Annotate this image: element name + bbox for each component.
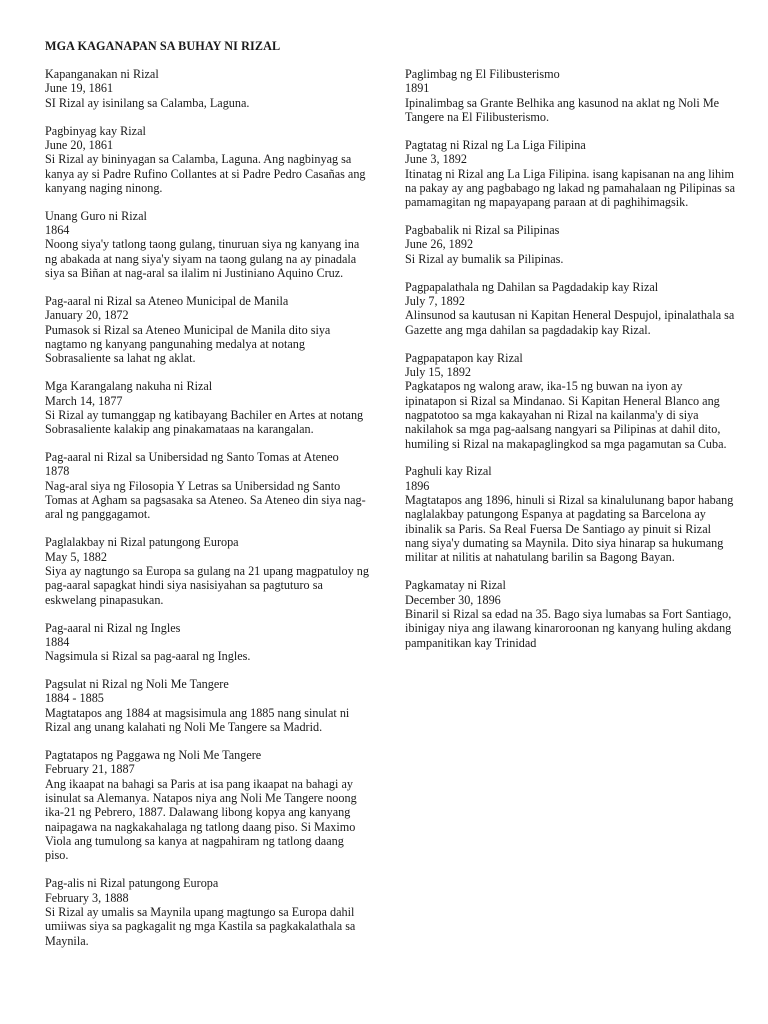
event-date: June 3, 1892 xyxy=(405,152,467,167)
page-title: MGA KAGANAPAN SA BUHAY NI RIZAL xyxy=(45,39,281,53)
event-heading: Pagbinyag kay Rizal xyxy=(45,123,146,138)
event-date: 1884 xyxy=(45,634,70,649)
event-date: 1878 xyxy=(45,464,70,479)
timeline-event xyxy=(405,280,735,337)
event-description: Alinsunod sa kautusan ni Kapitan Heneral Despujol, ipinalathala sa Gazette ang mga dahilan sa pagdadakip kay Rizal. xyxy=(405,308,735,337)
event-date: 1864 xyxy=(45,223,70,238)
timeline-event xyxy=(405,138,735,210)
timeline-event xyxy=(45,294,370,366)
event-date: June 19, 1861 xyxy=(45,81,114,96)
timeline-event xyxy=(405,578,735,650)
timeline-event xyxy=(45,677,370,734)
event-date: 1884 - 1885 xyxy=(45,691,104,706)
right-column xyxy=(405,67,735,664)
event-description: Si Rizal ay tumanggap ng katibayang Bachiler en Artes at notang Sobrasaliente kalakip ang pinakamataas na karangalan. xyxy=(45,407,364,437)
event-description: Siya ay nagtungo sa Europa sa gulang na 21 upang magpatuloy ng pag-aaral sapagkat hindi siya nasisiyahan sa pagtuturo sa eskwelang pinapasukan. xyxy=(45,563,369,607)
event-heading: Paglalakbay ni Rizal patungong Europa xyxy=(45,535,239,550)
event-heading: Kapanganakan ni Rizal xyxy=(45,67,159,81)
event-date: May 5, 1882 xyxy=(45,549,107,564)
event-description: Nag-aral siya ng Filosopia Y Letras sa Unibersidad ng Santo Tomas at Agham sa pagsasaka sa Ateneo. Sa Ateneo din siya nag-aral ng panggagamot. xyxy=(45,478,366,522)
event-heading: Pagpapalathala ng Dahilan sa Pagdadakip kay Rizal xyxy=(405,279,659,294)
event-date: July 15, 1892 xyxy=(405,364,472,379)
event-date: June 26, 1892 xyxy=(405,237,474,252)
left-column xyxy=(45,67,370,961)
event-description: Binaril si Rizal sa edad na 35. Bago siya lumabas sa Fort Santiago, ibinigay niya ang ilawang kinaroroonan ng kanyang huling akdang pampanitikan kay Trinidad xyxy=(405,607,732,650)
event-date: 1896 xyxy=(405,478,430,493)
event-description: Si Rizal ay umalis sa Maynila upang magtungo sa Europa dahil umiiwas siya sa pagkagalit ng mga Kastila sa pagkakalathala sa Maynila. xyxy=(45,904,356,948)
event-description: Pumasok si Rizal sa Ateneo Municipal de Manila dito siya nagtamo ng kanyang pangunahing medalya at notang Sobrasaliente sa lahat ng aklat. xyxy=(45,322,331,366)
event-heading: Unang Guro ni Rizal xyxy=(45,208,147,223)
event-date: June 20, 1861 xyxy=(45,137,114,152)
event-heading: Paghuli kay Rizal xyxy=(405,464,492,479)
timeline-event xyxy=(405,67,735,124)
event-heading: Pagkamatay ni Rizal xyxy=(405,578,506,593)
event-heading: Pagtatapos ng Paggawa ng Noli Me Tangere xyxy=(45,747,262,762)
event-description: Si Rizal ay bumalik sa Pilipinas. xyxy=(405,251,564,266)
event-heading: Pag-aaral ni Rizal sa Unibersidad ng Santo Tomas at Ateneo xyxy=(45,450,339,465)
event-heading: Pagtatag ni Rizal ng La Liga Filipina xyxy=(405,137,586,152)
event-heading: Pag-alis ni Rizal patungong Europa xyxy=(45,876,219,891)
timeline-event xyxy=(45,379,370,436)
event-date: February 3, 1888 xyxy=(45,890,129,905)
event-description: Ipinalimbag sa Grante Belhika ang kasunod na aklat ng Noli Me Tangere na El Filibusterismo. xyxy=(405,95,720,125)
event-date: January 20, 1872 xyxy=(45,308,129,323)
event-description: Si Rizal ay bininyagan sa Calamba, Laguna. Ang nagbinyag sa kanya ay si Padre Rufino Collantes at si Padre Pedro Casañas ang kanyang naging ninong. xyxy=(45,152,366,195)
timeline-event xyxy=(45,450,370,522)
event-heading: Pagpapatapon kay Rizal xyxy=(405,350,523,365)
event-description: Magtatapos ang 1896, hinuli si Rizal sa kinalulunang bapor habang naglalakbay patungong Espanya at pagdating sa Barcelona ay ibinalik sa Paris. Sa Real Fuersa De Santiago ay pinuit si Rizal nang siya'y dumating sa Maynila. Dito siya hinarap sa hukumang militar at nilitis at nahatulang barilin sa Bagong Bayan. xyxy=(405,493,734,565)
event-date: March 14, 1877 xyxy=(45,393,123,408)
event-description: Noong siya'y tatlong taong gulang, tinuruan siya ng kanyang ina ng abakada at nang siya'y siyam na taong gulang na ay pinadala siya sa Biñan at nag-aral sa ilalim ni Justiniano Aquino Cruz. xyxy=(45,237,360,281)
timeline-event xyxy=(45,621,370,664)
timeline-event xyxy=(45,67,370,110)
event-description: Magtatapos ang 1884 at magsisimula ang 1885 nang sinulat ni Rizal ang unang kalahati ng Noli Me Tangere sa Madrid. xyxy=(45,705,350,735)
timeline-event xyxy=(405,351,735,451)
timeline-event xyxy=(405,464,735,564)
event-date: July 7, 1892 xyxy=(405,293,465,308)
timeline-event xyxy=(45,124,370,196)
timeline-event xyxy=(45,535,370,607)
event-description: Pagkatapos ng walong araw, ika-15 ng buwan na iyon ay ipinatapon si Rizal sa Mindanao. Si Kapitan Heneral Blanco ang nagpatotoo sa mga kakayahan ni Rizal na kailanma'y di siya nakilahok sa mga pag-aalsang nangyari sa Pilipinas at dahil dito, humiling si Rizal na makapaglingkod sa mga pagamutan sa Cuba. xyxy=(405,379,727,451)
timeline-event xyxy=(45,209,370,281)
event-heading: Pagbabalik ni Rizal sa Pilipinas xyxy=(405,223,560,238)
timeline-event xyxy=(405,223,735,266)
timeline-event xyxy=(45,876,370,948)
event-heading: Pag-aaral ni Rizal sa Ateneo Municipal de Manila xyxy=(45,293,289,308)
timeline-event xyxy=(45,748,370,863)
event-heading: Paglimbag ng El Filibusterismo xyxy=(405,67,560,81)
event-description: Nagsimula si Rizal sa pag-aaral ng Ingles. xyxy=(45,649,251,664)
event-date: February 21, 1887 xyxy=(45,762,135,777)
event-heading: Mga Karangalang nakuha ni Rizal xyxy=(45,379,213,394)
event-date: 1891 xyxy=(405,81,430,96)
event-description: SI Rizal ay isinilang sa Calamba, Laguna. xyxy=(45,95,250,110)
event-description: Itinatag ni Rizal ang La Liga Filipina. isang kapisanan na ang lihim na pakay ay ang pagbabago ng lakad ng pamahalaan ng Pilipinas sa pamamagitan ng mapayapang paraan at di paghihimagsik. xyxy=(405,166,735,210)
event-date: December 30, 1896 xyxy=(405,592,501,607)
event-heading: Pagsulat ni Rizal ng Noli Me Tangere xyxy=(45,677,229,692)
event-description: Ang ikaapat na bahagi sa Paris at isa pang ikaapat na bahagi ay isinulat sa Alemanya. Natapos niya ang Noli Me Tangere noong ika-21 ng Pebrero, 1887. Dalawang libong kopya ang kanyang naipagawa na nagkakahalaga ng tatlong daang piso. Si Maximo Viola ang tumulong sa kanya at nagpahiram ng tatlong daang piso. xyxy=(45,776,357,863)
event-heading: Pag-aaral ni Rizal ng Ingles xyxy=(45,620,181,635)
